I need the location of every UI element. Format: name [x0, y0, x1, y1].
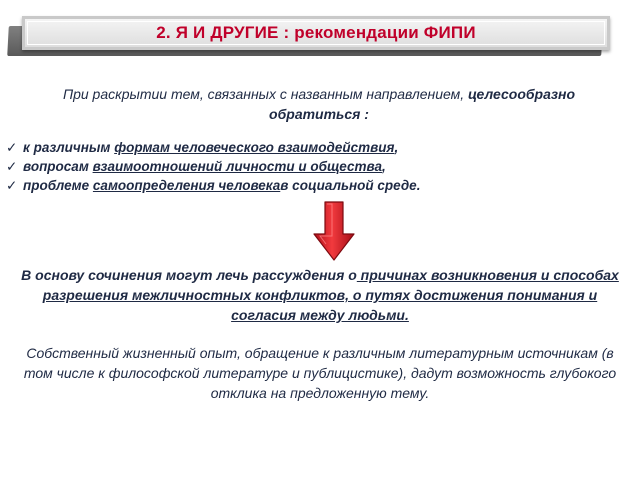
- experience-paragraph: Собственный жизненный опыт, обращение к различным литературным источникам (в том числе к философской литературе и публицистике), дадут возможность глубокого отклика на предложенную тему.: [23, 345, 617, 401]
- list-item: [6, 138, 626, 157]
- list-item-link: формам человеческого взаимодействия: [114, 140, 395, 155]
- checkmark-icon: ✓: [6, 178, 18, 193]
- list-item: [6, 176, 626, 195]
- checkmark-icon: ✓: [6, 140, 18, 155]
- recommendation-list: [6, 138, 626, 195]
- slide-title: 2. Я И ДРУГИЕ : рекомендации ФИПИ: [156, 23, 476, 42]
- intro-bold-text: целесообразно обратиться :: [269, 86, 576, 122]
- down-arrow-icon: [312, 200, 356, 262]
- list-item-suffix: в социальной среде: [280, 178, 417, 193]
- list-item-suffix: ,: [381, 159, 386, 174]
- list-item-prefix: вопросам: [23, 159, 89, 174]
- title-banner: [22, 16, 610, 50]
- list-item-suffix: ,: [394, 140, 399, 155]
- intro-paragraph: [16, 84, 622, 124]
- list-item: [6, 157, 626, 176]
- essay-basis-link: причинах возникновения и способах разрешения межличностных конфликтов, о путях достижения понимания и согласия между людьми.: [42, 267, 619, 323]
- list-item-prefix: проблеме: [23, 178, 90, 193]
- list-item-prefix: к различным: [23, 140, 111, 155]
- essay-basis-paragraph: [18, 265, 622, 325]
- checkmark-icon: ✓: [6, 159, 18, 174]
- list-item-end: .: [416, 178, 421, 193]
- list-item-link: самоопределения человека: [92, 178, 281, 193]
- essay-basis-prefix: В основу сочинения могут лечь рассуждения о: [21, 267, 357, 283]
- list-item-link: взаимоотношений личности и общества: [92, 159, 382, 174]
- intro-text: При раскрытии тем, связанных с названным направлением,: [62, 86, 469, 102]
